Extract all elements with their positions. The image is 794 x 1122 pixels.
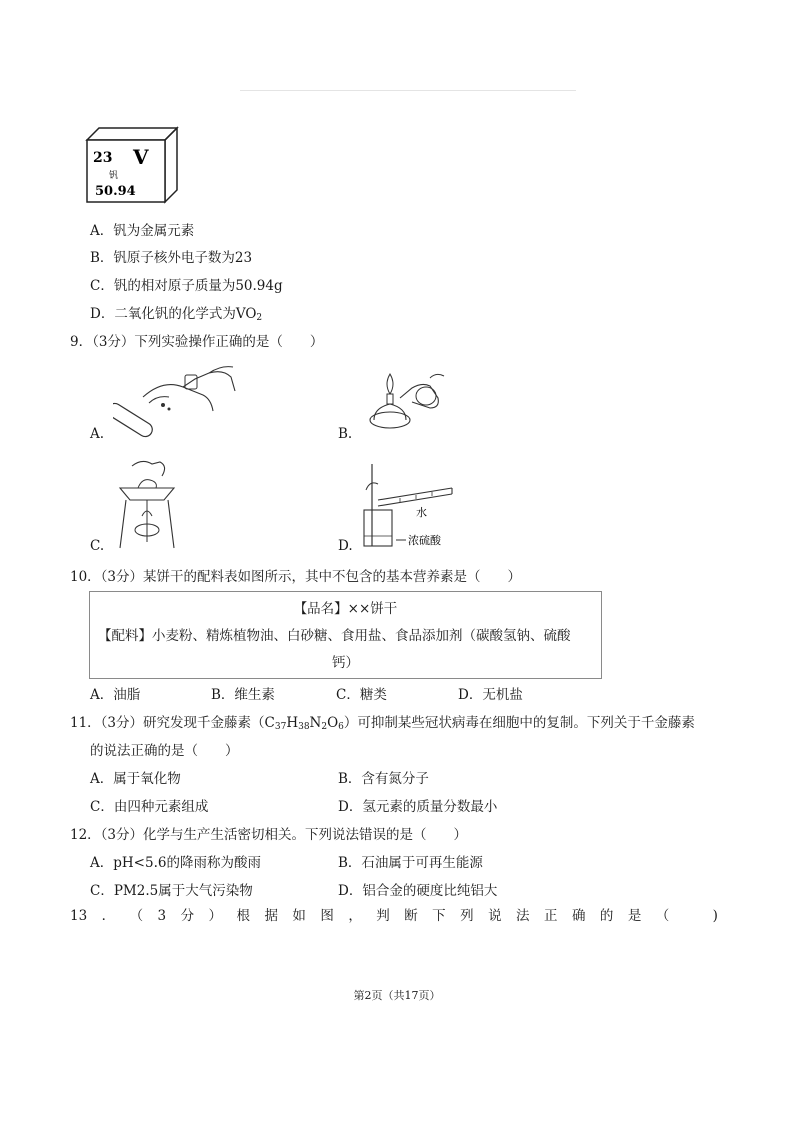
q13-char: 确 [571, 908, 586, 924]
q8-option-b: B．钒原子核外电子数为23 [90, 250, 253, 266]
q9-d-water-label: 水 [416, 506, 427, 519]
q9-option-a-label: A. [90, 426, 105, 442]
q11-option-d: D．氢元素的质量分数最小 [338, 799, 498, 815]
q12-option-c: C．PM2.5属于大气污染物 [90, 883, 253, 899]
q13-char: （ [129, 908, 144, 924]
q9-figure-d [360, 460, 460, 554]
q13-char: （ [655, 908, 670, 924]
q11-stem-before: 11．（3分）研究发现千金藤素（C [70, 715, 275, 731]
q8-option-c: C．钒的相对原子质量为50.94g [90, 278, 283, 294]
q11-formula-h-count: 38 [298, 722, 310, 732]
q13-char: 下 [432, 908, 446, 924]
q13-char: 如 [292, 908, 306, 924]
q9-stem: 9．（3分）下列实验操作正确的是（ ） [70, 334, 324, 350]
q13-char: ) [712, 908, 718, 924]
q13-char: ． [101, 908, 116, 924]
q11-option-c: C．由四种元素组成 [90, 799, 209, 815]
q10-stem: 10．（3分）某饼干的配料表如图所示，其中不包含的基本营养素是（ ） [70, 569, 522, 585]
element-card [83, 124, 179, 206]
element-name: 钒 [109, 171, 119, 181]
q13-char: ） [208, 908, 223, 924]
q13-char: 判 [376, 908, 390, 924]
element-symbol: V [133, 145, 149, 169]
ingredients-line-2: 钙） [332, 655, 359, 671]
q12-option-a: A．pH<5.6的降雨称为酸雨 [90, 855, 261, 871]
element-number: 23 [93, 150, 113, 166]
q13-stem [70, 906, 718, 926]
q10-option-c: C．糖类 [336, 687, 387, 703]
q12-option-b: B．石油属于可再生能源 [338, 855, 483, 871]
q9-figure-c [112, 458, 182, 554]
q10-option-b: B．维生素 [211, 687, 275, 703]
q11-formula-o: O [327, 715, 339, 731]
q8-option-d [90, 304, 262, 328]
ingredients-box [89, 591, 602, 679]
page-footer: 第2页（共17页） [353, 989, 441, 1002]
q8-option-d-subscript: 2 [256, 313, 263, 323]
q13-char: 分 [180, 908, 195, 924]
q13-char: 图 [320, 908, 334, 924]
q13-char: 据 [264, 908, 278, 924]
q13-char: 列 [460, 908, 474, 924]
q11-formula-h: H [286, 715, 299, 731]
q13-char: 的 [599, 908, 614, 924]
ingredients-title: 【品名】××饼干 [293, 601, 398, 617]
q11-stem-after: ）可抑制某些冠状病毒在细胞中的复制。下列关于千金藤素 [343, 715, 695, 731]
q9-option-b-label: B. [338, 426, 353, 442]
q9-option-c-label: C. [90, 538, 105, 554]
q12-stem: 12．（3分）化学与生产生活密切相关。下列说法错误的是（ ） [70, 827, 468, 843]
q13-char: ， [348, 908, 362, 924]
q10-option-a: A．油脂 [90, 687, 141, 703]
q11-formula-o-count: 6 [338, 722, 344, 732]
ingredients-line-1: 【配料】小麦粉、精炼植物油、白砂糖、食用盐、食品添加剂（碳酸氢钠、硫酸 [98, 628, 571, 644]
q9-figure-b [360, 368, 450, 438]
q13-char: 法 [516, 908, 530, 924]
q11-stem-line-2: 的说法正确的是（ ） [90, 743, 239, 759]
q8-option-d-text: D．二氧化钒的化学式为VO [90, 306, 257, 322]
q8-option-a: A．钒为金属元素 [90, 223, 195, 239]
q11-formula-c-count: 37 [274, 722, 287, 732]
q10-option-d: D．无机盐 [458, 687, 523, 703]
q11-option-a: A．属于氧化物 [90, 771, 181, 787]
q12-option-d: D．铝合金的硬度比纯铝大 [338, 883, 498, 899]
q9-d-acid-label: 浓硫酸 [408, 534, 441, 547]
q13-char: 是 [627, 908, 642, 924]
q11-formula-n: N [309, 715, 322, 731]
q9-figure-a [113, 365, 243, 445]
q13-char: 正 [543, 908, 558, 924]
q13-char: 断 [404, 908, 418, 924]
q13-char: 说 [488, 908, 502, 924]
q9-option-d-label: D. [338, 538, 353, 554]
q11-formula-n-count: 2 [321, 722, 328, 732]
q13-char: 13 [70, 908, 88, 924]
q13-char: 根 [236, 908, 250, 924]
header-rule [240, 90, 576, 91]
element-mass: 50.94 [95, 184, 136, 199]
q11-stem-line-1 [70, 713, 695, 737]
q11-option-b: B．含有氮分子 [338, 771, 429, 787]
q13-char: 3 [157, 908, 167, 924]
